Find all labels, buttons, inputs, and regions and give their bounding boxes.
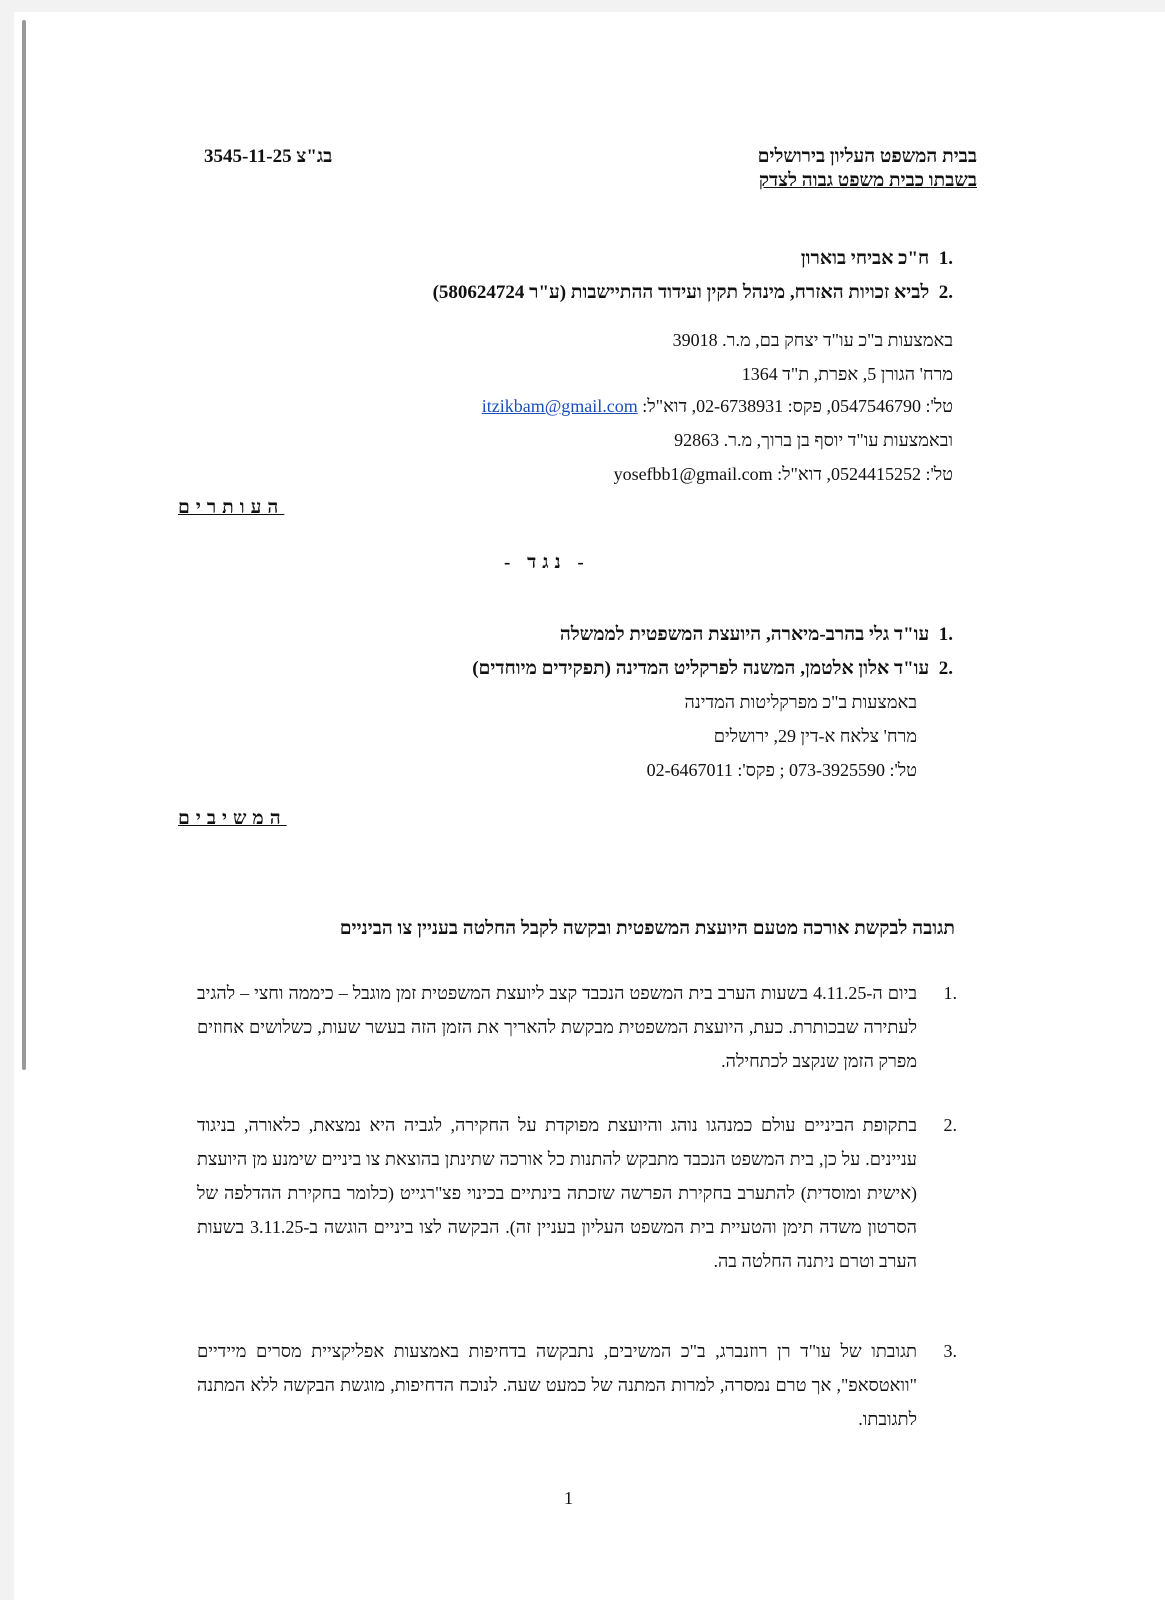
versus-label: - נגד - bbox=[504, 552, 590, 573]
petitioners-label: העותרים bbox=[178, 497, 285, 518]
document-page bbox=[14, 12, 1165, 1600]
page-number: 1 bbox=[564, 1488, 573, 1508]
respondent-contact-1: באמצעות ב"כ מפרקליטות המדינה bbox=[684, 692, 917, 712]
respondent-contact-3: טל': 073-3925590 ; פקס': 02-6467011 bbox=[646, 760, 917, 780]
respondent-1-name: עו"ד גלי בהרב-מיארה, היועצת המשפטית לממשלה bbox=[559, 624, 930, 645]
document-title: תגובה לבקשת אורכה מטעם היועצת המשפטית ובקשה לקבל החלטה בעניין צו הביניים bbox=[339, 918, 955, 939]
paragraph-3-text: תגובתו של עו"ד רן רוזנברג, ב"כ המשיבים, נתבקשה בדחיפות באמצעות אפליקציית מסרים מיידיים "וואטסאפ", אך טרם נמסרה, למרות המתנה של כמעט שעה. לנוכח הדחיפות, מוגשת הבקשה ללא המתנה לתגובתו. bbox=[197, 1341, 917, 1429]
case-number: בג"צ 3545-11-25 bbox=[204, 146, 333, 167]
paragraph-1-text: ביום ה-4.11.25 בשעות הערב בית המשפט הנכבד קצב ליועצת המשפטית זמן מוגבל – כיממה וחצי – להגיב לעתירה שבכותרת. כעת, היועצת המשפטית מבקשת להאריך את הזמן הזה בעשר שעות, כשלושים אחוזים מפרק הזמן שנקצב לכתחילה. bbox=[197, 983, 917, 1071]
petitioner-1 bbox=[801, 248, 953, 270]
petitioner-contact-1: באמצעות ב"כ עו"ד יצחק בם, מ.ר. 39018 bbox=[672, 330, 953, 350]
petitioner-2-num: .2 bbox=[938, 282, 953, 303]
paragraph-3 bbox=[197, 1334, 957, 1436]
petitioner-contact-5: טל': 0524415252, דוא"ל: yosefbb1@gmail.com bbox=[613, 464, 953, 484]
paragraph-2-num: .2 bbox=[943, 1115, 957, 1135]
petitioner-2 bbox=[433, 282, 953, 304]
petitioner-contact-2: מרח' הגורן 5, אפרת, ת"ד 1364 bbox=[741, 364, 953, 384]
respondent-1 bbox=[560, 624, 953, 646]
paragraph-1-num: .1 bbox=[943, 983, 957, 1003]
respondents-label: המשיבים bbox=[178, 808, 287, 829]
respondent-2 bbox=[472, 658, 953, 680]
respondent-1-num: .1 bbox=[938, 624, 953, 645]
paragraph-1 bbox=[197, 976, 957, 1078]
petitioner-contact-4: ובאמצעות עו"ד יוסף בן ברוך, מ.ר. 92863 bbox=[674, 430, 953, 450]
paragraph-3-num: .3 bbox=[943, 1341, 957, 1361]
phone-fax-label: טל': 0547546790, פקס: 02-6738931, דוא"ל: bbox=[642, 396, 953, 416]
court-capacity: בשבתו כבית משפט גבוה לצדק bbox=[758, 170, 977, 191]
respondent-contact-2: מרח' צלאח א-דין 29, ירושלים bbox=[713, 726, 917, 746]
respondent-2-name: עו"ד אלון אלטמן, המשנה לפרקליט המדינה (תפקידים מיוחדים) bbox=[472, 658, 930, 679]
petitioner-contact-3 bbox=[482, 396, 953, 418]
respondent-2-num: .2 bbox=[938, 658, 953, 679]
scroll-edge bbox=[22, 20, 26, 1070]
email-link-itzikbam[interactable]: itzikbam@gmail.com bbox=[481, 396, 638, 416]
court-name: בבית המשפט העליון בירושלים bbox=[757, 146, 977, 167]
petitioner-2-name: לביא זכויות האזרח, מינהל תקין ועידוד ההתיישבות (ע"ר 580624724) bbox=[432, 282, 930, 303]
petitioner-1-name: ח"כ אביחי בוארון bbox=[800, 248, 930, 269]
paragraph-2-text: בתקופת הביניים עולם כמנהגו נוהג והיועצת מפוקדת על החקירה, לגביה היא נמצאת, כלאורה, בניגוד עניינים. על כן, בית המשפט הנכבד מתבקש להתנות כל אורכה שתינתן בהוצאת צו ביניים שימנע מן היועצת (אישית ומוסדית) להתערב בחקירת הפרשה שזכתה בינתיים בכינוי פצ"רגייט (כלומר בחקירת ההדלפה של הסרטון משדה תימן והטעיית בית המשפט העליון בעניין זה). הבקשה לצו ביניים הוגשה ב-3.11.25 בשעות הערב וטרם ניתנה החלטה בה. bbox=[197, 1115, 917, 1271]
petitioner-1-num: .1 bbox=[938, 248, 953, 269]
paragraph-2 bbox=[197, 1108, 957, 1278]
